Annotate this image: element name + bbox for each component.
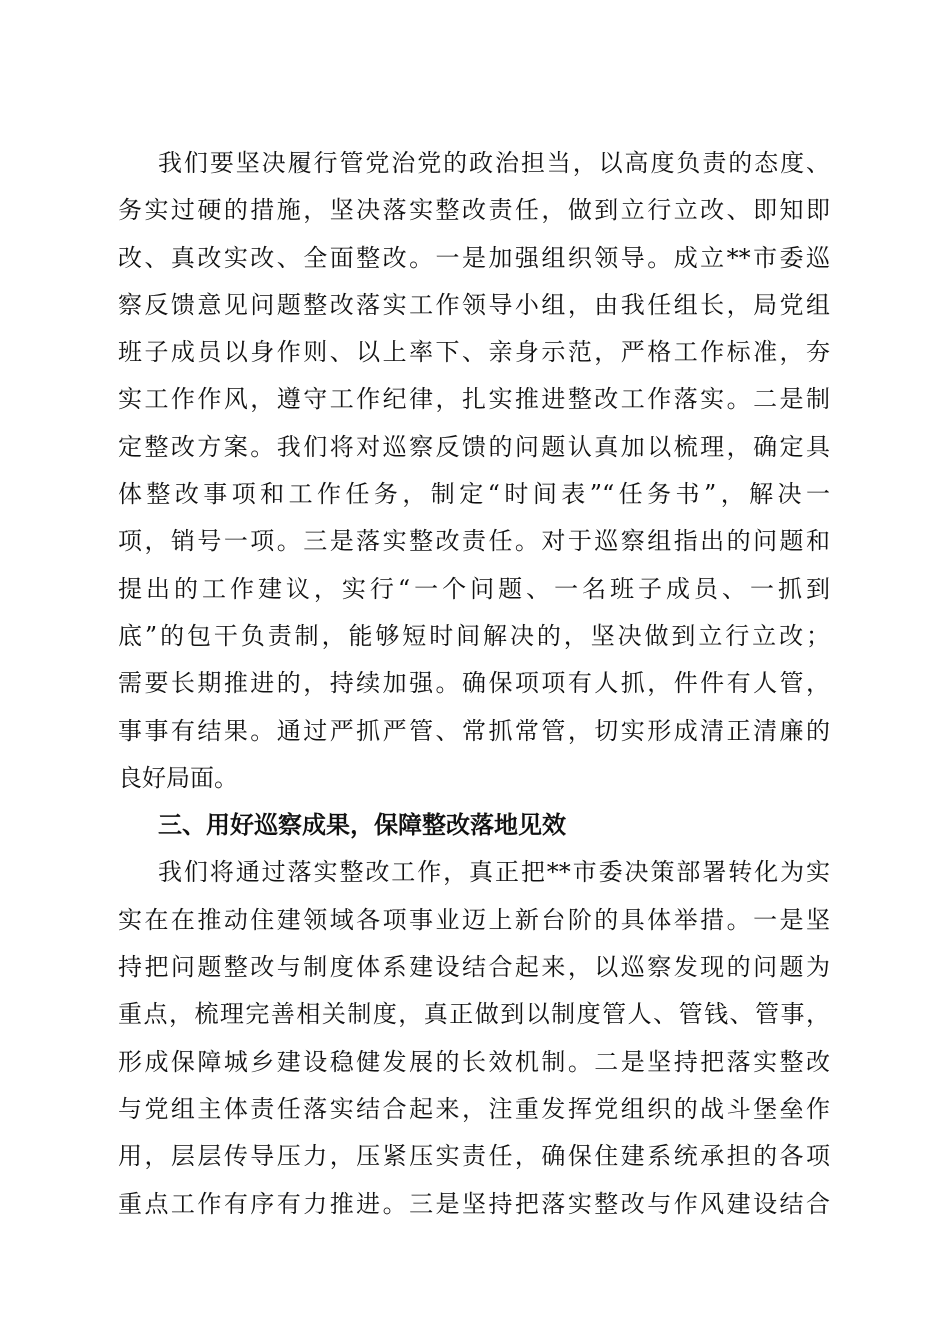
paragraph-line: 重点，梳理完善相关制度，真正做到以制度管人、管钱、管事， xyxy=(118,1000,830,1029)
paragraph-line: 形成保障城乡建设稳健发展的长效机制。二是坚持把落实整改 xyxy=(118,1047,830,1076)
paragraph-line: 项，销号一项。三是落实整改责任。对于巡察组指出的问题和 xyxy=(118,527,830,556)
document-body xyxy=(118,140,830,1228)
paragraph-line: 改、真改实改、全面整改。一是加强组织领导。成立**市委巡 xyxy=(118,243,830,272)
paragraph-2 xyxy=(118,849,830,1227)
paragraph-line: 持把问题整改与制度体系建设结合起来，以巡察发现的问题为 xyxy=(118,953,830,982)
paragraph-1 xyxy=(118,140,830,802)
paragraph-line: 班子成员以身作则、以上率下、亲身示范，严格工作标准，夯 xyxy=(118,338,830,367)
paragraph-line: 实工作作风，遵守工作纪律，扎实推进整改工作落实。二是制 xyxy=(118,385,830,414)
paragraph-line: 用，层层传导压力，压紧压实责任，确保住建系统承担的各项 xyxy=(118,1142,830,1171)
paragraph-line: 与党组主体责任落实结合起来，注重发挥党组织的战斗堡垒作 xyxy=(118,1094,830,1123)
paragraph-line: 事事有结果。通过严抓严管、常抓常管，切实形成清正清廉的 xyxy=(118,716,830,745)
paragraph-line: 提出的工作建议，实行“一个问题、一名班子成员、一抓到 xyxy=(118,574,830,603)
paragraph-line: 重点工作有序有力推进。三是坚持把落实整改与作风建设结合 xyxy=(118,1189,830,1218)
section-heading: 三、用好巡察成果，保障整改落地见效 xyxy=(158,811,566,840)
paragraph-line: 实在在推动住建领域各项事业迈上新台阶的具体举措。一是坚 xyxy=(118,905,830,934)
paragraph-line: 底”的包干负责制，能够短时间解决的，坚决做到立行立改； xyxy=(118,621,830,650)
paragraph-line: 察反馈意见问题整改落实工作领导小组，由我任组长，局党组 xyxy=(118,290,830,319)
paragraph-line: 体整改事项和工作任务，制定“时间表”“任务书”，解决一 xyxy=(118,480,830,509)
paragraph-line: 定整改方案。我们将对巡察反馈的问题认真加以梳理，确定具 xyxy=(118,432,830,461)
paragraph-line: 良好局面。 xyxy=(118,763,238,792)
paragraph-line: 务实过硬的措施，坚决落实整改责任，做到立行立改、即知即 xyxy=(118,196,830,225)
paragraph-line: 我们要坚决履行管党治党的政治担当，以高度负责的态度、 xyxy=(158,149,830,177)
paragraph-line: 我们将通过落实整改工作，真正把**市委决策部署转化为实 xyxy=(158,858,830,887)
paragraph-line: 需要长期推进的，持续加强。确保项项有人抓，件件有人管， xyxy=(118,669,830,698)
